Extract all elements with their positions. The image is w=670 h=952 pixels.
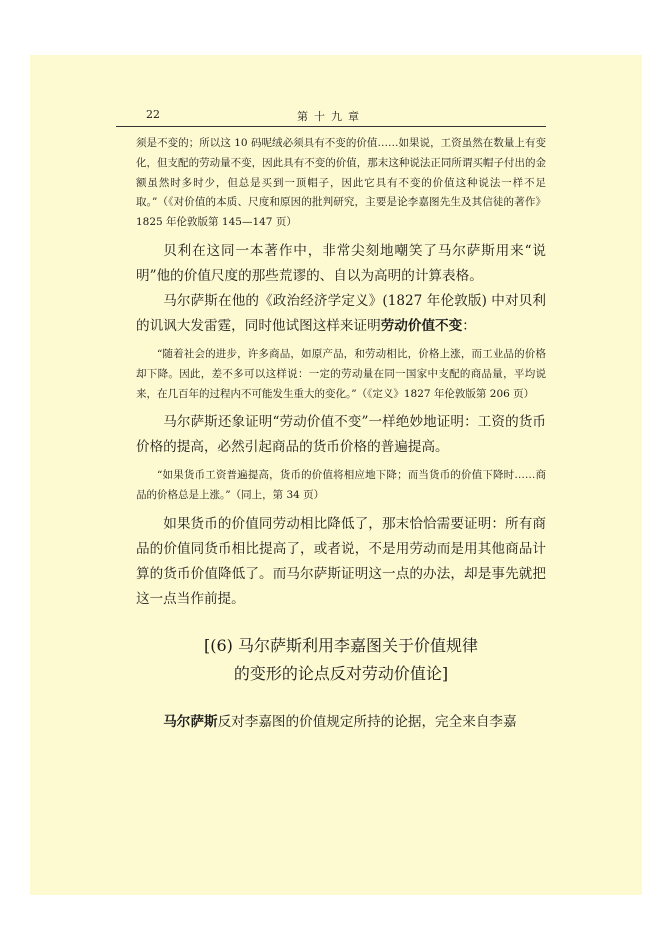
emphasis: 马尔萨斯	[163, 713, 218, 730]
running-head	[116, 106, 546, 127]
quotation: “如果货币工资普遍提高，货币的价值将相应地下降；而当货币的价值下降时……商品的价格总是上涨。”（同上，第 34 页）	[136, 469, 546, 502]
quotation: “随着社会的进步，许多商品，如原产品，和劳动相比，价格上涨，而工业品的价格却下降。因此，差不多可以这样说：一定的劳动量在同一国家中支配的商品量，平均说来，在几百年的过程内不可能发生重大的变化。”（《定义》1827 年伦敦版第 206 页）	[136, 347, 546, 400]
paragraph: 如果货币的价值同劳动相比降低了，那末恰恰需要证明：所有商品的价值同货币相比提高了，或者说，不是用劳动而是用其他商品计算的货币价值降低了。而马尔萨斯证明这一点的办法，却是事先就把这一点当作前提。	[136, 515, 546, 607]
chapter-title: 第十九章	[297, 110, 365, 123]
footnote-continuation: 须是不变的；所以这 10 码呢绒必须具有不变的价值……如果说，工资虽然在数量上有变化，但支配的劳动量不变，因此具有不变的价值，那末这种说法正同所谓买帽子付出的金额虽然时多时少，但总是买到一顶帽子，因此它具有不变的价值这种说法一样不足取。”（《对价值的本质、尺度和原因的批判研究，主要是论李嘉图先生及其信徒的著作》1825 年伦敦版第 145—147 页）	[136, 137, 546, 229]
main-text	[136, 134, 546, 735]
paragraph: 贝利在这同一本著作中，非常尖刻地嘲笑了马尔萨斯用来“说明”他的价值尺度的那些荒谬的、自以为高明的计算表格。	[136, 242, 546, 284]
section-heading: [(6) 马尔萨斯利用李嘉图关于价值规律 的变形的论点反对劳动价值论]	[204, 635, 478, 683]
paragraph: 马尔萨斯反对李嘉图的价值规定所持的论据，完全来自李嘉	[163, 713, 517, 730]
paragraph: 马尔萨斯还象证明“劳动价值不变”一样绝妙地证明：工资的货币价格的提高，必然引起商品的货币价格的普遍提高。	[136, 414, 546, 456]
emphasis: 劳动价值不变	[380, 317, 463, 334]
paragraph: 马尔萨斯在他的《政治经济学定义》(1827 年伦敦版) 中对贝利的讥讽大发雷霆，同时他试图这样来证明劳动价值不变：	[136, 292, 546, 334]
page-number: 22	[146, 108, 160, 121]
